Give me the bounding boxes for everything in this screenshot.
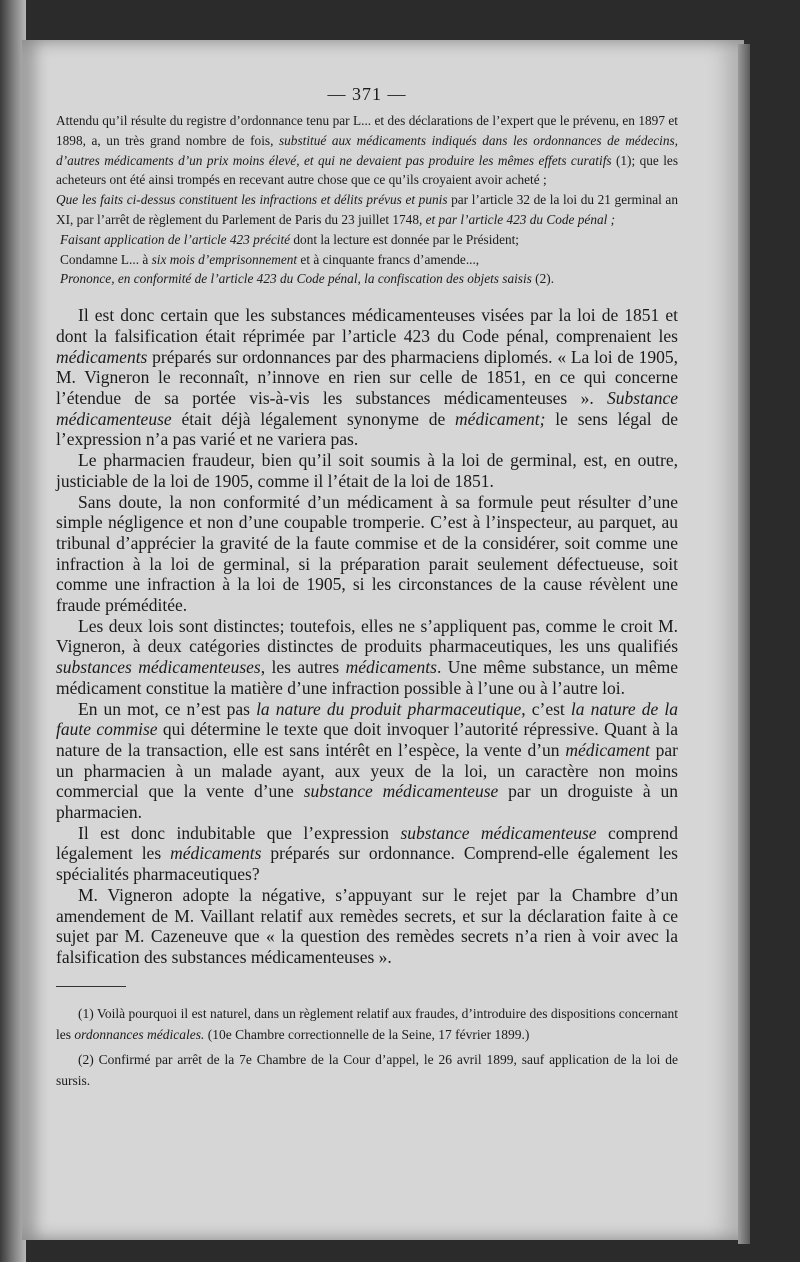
body-italic: substance médicamenteuse — [400, 822, 597, 843]
quote-text: et à cinquante francs d’amende..., — [297, 251, 480, 267]
quote-text: Condamne L... à — [60, 251, 152, 267]
body-text: préparés sur ordonnance. Comprend-elle également les spécialités pharmaceutiques? — [56, 843, 678, 885]
footnote: (2) Confirmé par arrêt de la 7e Chambre de la Cour d’appel, le 26 avril 1899, sauf application de la loi de sursis. — [56, 1051, 678, 1088]
page-number: — 371 — — [327, 84, 407, 104]
body-text: préparés sur ordonnances par des pharmaciens diplomés. « La loi de 1905, M. Vigneron le reconnaît, n’innove en rien sur celle de 1851, en ce qui concerne l’étendue de sa portée vis-à-vis les substances médicamenteuses ». — [56, 346, 678, 408]
body-text: qui détermine le texte que doit invoquer l’autorité répressive. Quant à la nature de la transaction, elle est sans intérêt en l’espèce, la vente d’un — [56, 719, 678, 760]
quote-italic: substitué aux médicaments indiqués dans les ordonnances de médecins, d’autres médicaments d’un prix moins élevé, et qui ne devaient pas produire les mêmes effets curatifs — [56, 132, 678, 168]
body-italic: médicament; — [455, 408, 546, 429]
body-paragraph — [56, 616, 678, 699]
body-paragraph — [56, 823, 678, 885]
body-italic: médicaments — [56, 346, 148, 367]
quote-italic: Que les faits ci-dessus constituent les infractions et délits prévus et punis — [56, 192, 448, 208]
main-text — [56, 305, 678, 968]
body-text: par un pharmacien à un malade ayant, aux yeux de la loi, un caractère non moins commercial que la vente d’une — [56, 739, 678, 802]
footnote-text: (1) Voilà pourquoi il est naturel, dans un règlement relatif aux fraudes, d’introduire des dispositions concernant les — [56, 1005, 678, 1042]
body-text: En un mot, ce n’est pas — [78, 698, 257, 719]
body-paragraph: Sans doute, la non conformité d’un médicament à sa formule peut résulter d’une simple négligence et non d’une coupable tromperie. C’est à l’inspecteur, au parquet, au tribunal d’apprécier la gravité de la faute commise et de la considérer, soit comme une infraction à la loi de germinal, si la préparation parait seulement défectueuse, soit comme une infraction à la loi de 1905, si les circonstances de la cause révèlent une fraude préméditée. — [56, 491, 678, 616]
body-text: comprend légalement les — [56, 822, 678, 864]
quote-paragraph — [56, 230, 678, 250]
body-italic: substance médicamenteuse — [303, 781, 499, 802]
page-text — [56, 84, 678, 1095]
judgment-quote — [56, 111, 678, 289]
body-text: , c’est — [521, 698, 571, 719]
page-stack-edge — [738, 44, 750, 1244]
footnote-separator — [56, 986, 126, 987]
quote-paragraph — [56, 190, 678, 230]
body-text: était déjà légalement synonyme de — [171, 408, 456, 429]
quote-text: par l’article 32 de la loi du 21 germinal an XI, par l’arrêt de règlement du Parlement de Paris du 23 juillet 1748, — [56, 192, 678, 227]
body-paragraph: Le pharmacien fraudeur, bien qu’il soit soumis à la loi de germinal, est, en outre, justiciable de la loi de 1905, comme il l’était de la loi de 1851. — [56, 450, 678, 491]
body-italic: la nature de la faute commise — [56, 698, 678, 740]
footnote — [56, 1003, 678, 1045]
quote-paragraph — [56, 111, 678, 190]
body-text: Les deux lois sont distinctes; toutefois, elles ne s’appliquent pas, comme le croit M. Vigneron, à deux catégories distinctes de produits pharmaceutiques, les uns qualifiés — [56, 615, 678, 657]
quote-italic: Prononce, en conformité de l’article 423 du Code pénal, la confiscation des objets saisis — [60, 271, 532, 287]
footnote-italic: ordonnances médicales. — [74, 1026, 205, 1042]
body-italic: Substance médicamenteuse — [56, 387, 678, 429]
footnotes — [56, 1003, 678, 1091]
body-text: le sens légal de l’expression n’a pas varié et ne variera pas. — [56, 408, 678, 450]
body-text: Il est donc indubitable que l’expression — [78, 822, 401, 843]
body-text: . Une même substance, un même médicament constitue la matière d’une infraction possible à l’une ou à l’autre loi. — [56, 657, 678, 698]
body-text: , les autres — [260, 657, 346, 678]
quote-text: Attendu qu’il résulte du registre d’ordonnance tenu par L... et des déclarations de l’expert que le prévenu, en 1897 et 1898, a, un très grand nombre de fois, — [56, 113, 678, 148]
quote-text: dont la lecture est donnée par le Président; — [290, 231, 520, 247]
body-paragraph — [56, 305, 678, 450]
quote-text: (1); que les acheteurs ont été ainsi trompés en recevant autre chose que ce qu’ils croyaient avoir acheté ; — [56, 152, 678, 188]
body-italic: substances médicamenteuses — [56, 657, 261, 678]
body-text: Il est donc certain que les substances médicamenteuses visées par la loi de 1851 et dont la falsification était réprimée par l’article 423 du Code pénal, comprenaient les — [56, 305, 678, 346]
quote-text: (2). — [531, 271, 555, 287]
quote-italic: Faisant application de l’article 423 précité — [60, 231, 291, 247]
footnote-text: (10e Chambre correctionnelle de la Seine, 17 février 1899.) — [204, 1026, 530, 1042]
body-italic: la nature du produit pharmaceutique — [256, 698, 522, 719]
quote-paragraph — [56, 269, 678, 289]
quote-italic: et par l’article 423 du Code pénal ; — [425, 211, 616, 227]
body-paragraph: M. Vigneron adopte la négative, s’appuyant sur le rejet par la Chambre d’un amendement de M. Vaillant relatif aux remèdes secrets, et sur la déclaration faite à ce sujet par M. Cazeneuve que « la question des remèdes secrets n’a rien à voir avec la falsification des substances médicamenteuses ». — [56, 884, 678, 967]
quote-paragraph — [56, 250, 678, 270]
body-italic: médicament — [565, 739, 650, 760]
body-text: par un droguiste à un pharmacien. — [56, 781, 678, 823]
body-italic: médicaments — [345, 657, 437, 678]
body-italic: médicaments — [170, 843, 262, 864]
body-paragraph — [56, 699, 678, 823]
quote-italic: six mois d’emprisonnement — [151, 251, 298, 267]
